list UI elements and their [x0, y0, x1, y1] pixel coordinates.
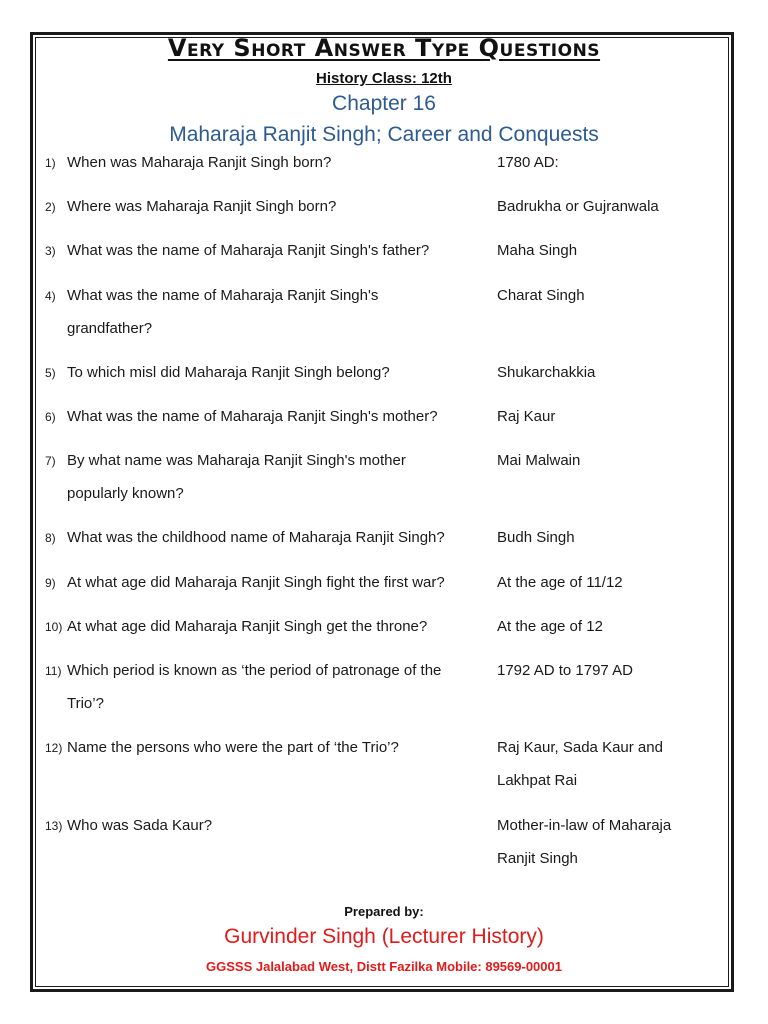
question-text: When was Maharaja Ranjit Singh born?: [67, 154, 332, 171]
question-number: 8): [45, 531, 56, 545]
school-contact: GGSSS Jalalabad West, Distt Fazilka Mobile: 89569-00001: [206, 959, 562, 974]
answer-text: Charat Singh: [497, 287, 585, 304]
question-text: By what name was Maharaja Ranjit Singh's mother popularly known?: [67, 452, 406, 502]
question-number: 7): [45, 454, 56, 468]
question-number: 9): [45, 576, 56, 590]
question-number: 6): [45, 410, 56, 424]
answer-text: Badrukha or Gujranwala: [497, 198, 659, 215]
class-subtitle: History Class: 12th: [316, 70, 452, 87]
question-text: To which misl did Maharaja Ranjit Singh belong?: [67, 364, 390, 381]
chapter-number: Chapter 16: [332, 92, 436, 115]
answer-text: Maha Singh: [497, 242, 578, 259]
author-name: Gurvinder Singh (Lecturer History): [224, 925, 544, 948]
question-number: 3): [45, 244, 56, 258]
answer-text: 1780 AD:: [497, 154, 559, 171]
question-text: Name the persons who were the part of ‘the Trio’?: [67, 739, 399, 756]
answer-text: Mai Malwain: [497, 452, 581, 469]
question-number: 1): [45, 156, 56, 170]
answer-text: Shukarchakkia: [497, 364, 596, 381]
answer-text: Raj Kaur: [497, 408, 556, 425]
answer-text: At the age of 11/12: [497, 574, 623, 591]
answer-text: At the age of 12: [497, 618, 603, 635]
question-text: Which period is known as ‘the period of patronage of the Trio’?: [67, 662, 442, 712]
question-text: Where was Maharaja Ranjit Singh born?: [67, 198, 337, 215]
question-text: What was the name of Maharaja Ranjit Singh's father?: [67, 242, 430, 259]
question-number: 12): [45, 741, 63, 755]
question-number: 13): [45, 819, 63, 833]
question-text: What was the childhood name of Maharaja Ranjit Singh?: [67, 529, 445, 546]
question-text: At what age did Maharaja Ranjit Singh fight the first war?: [67, 574, 445, 591]
chapter-title: Maharaja Ranjit Singh; Career and Conquests: [169, 123, 599, 146]
question-number: 2): [45, 200, 56, 214]
question-text: What was the name of Maharaja Ranjit Singh's mother?: [67, 408, 438, 425]
question-text: What was the name of Maharaja Ranjit Singh's grandfather?: [67, 287, 379, 337]
question-text: At what age did Maharaja Ranjit Singh get the throne?: [67, 618, 428, 635]
answer-text: Mother-in-law of Maharaja Ranjit Singh: [497, 817, 672, 867]
question-number: 10): [45, 620, 63, 634]
page-title: Very Short Answer Type Questions: [167, 34, 601, 62]
answer-text: Raj Kaur, Sada Kaur and Lakhpat Rai: [497, 739, 663, 789]
answer-text: Budh Singh: [497, 529, 575, 546]
answer-text: 1792 AD to 1797 AD: [497, 662, 633, 679]
prepared-by-label: Prepared by:: [344, 904, 424, 919]
question-text: Who was Sada Kaur?: [67, 817, 213, 834]
question-number: 4): [45, 289, 56, 303]
question-number: 5): [45, 366, 56, 380]
question-number: 11): [45, 664, 62, 678]
